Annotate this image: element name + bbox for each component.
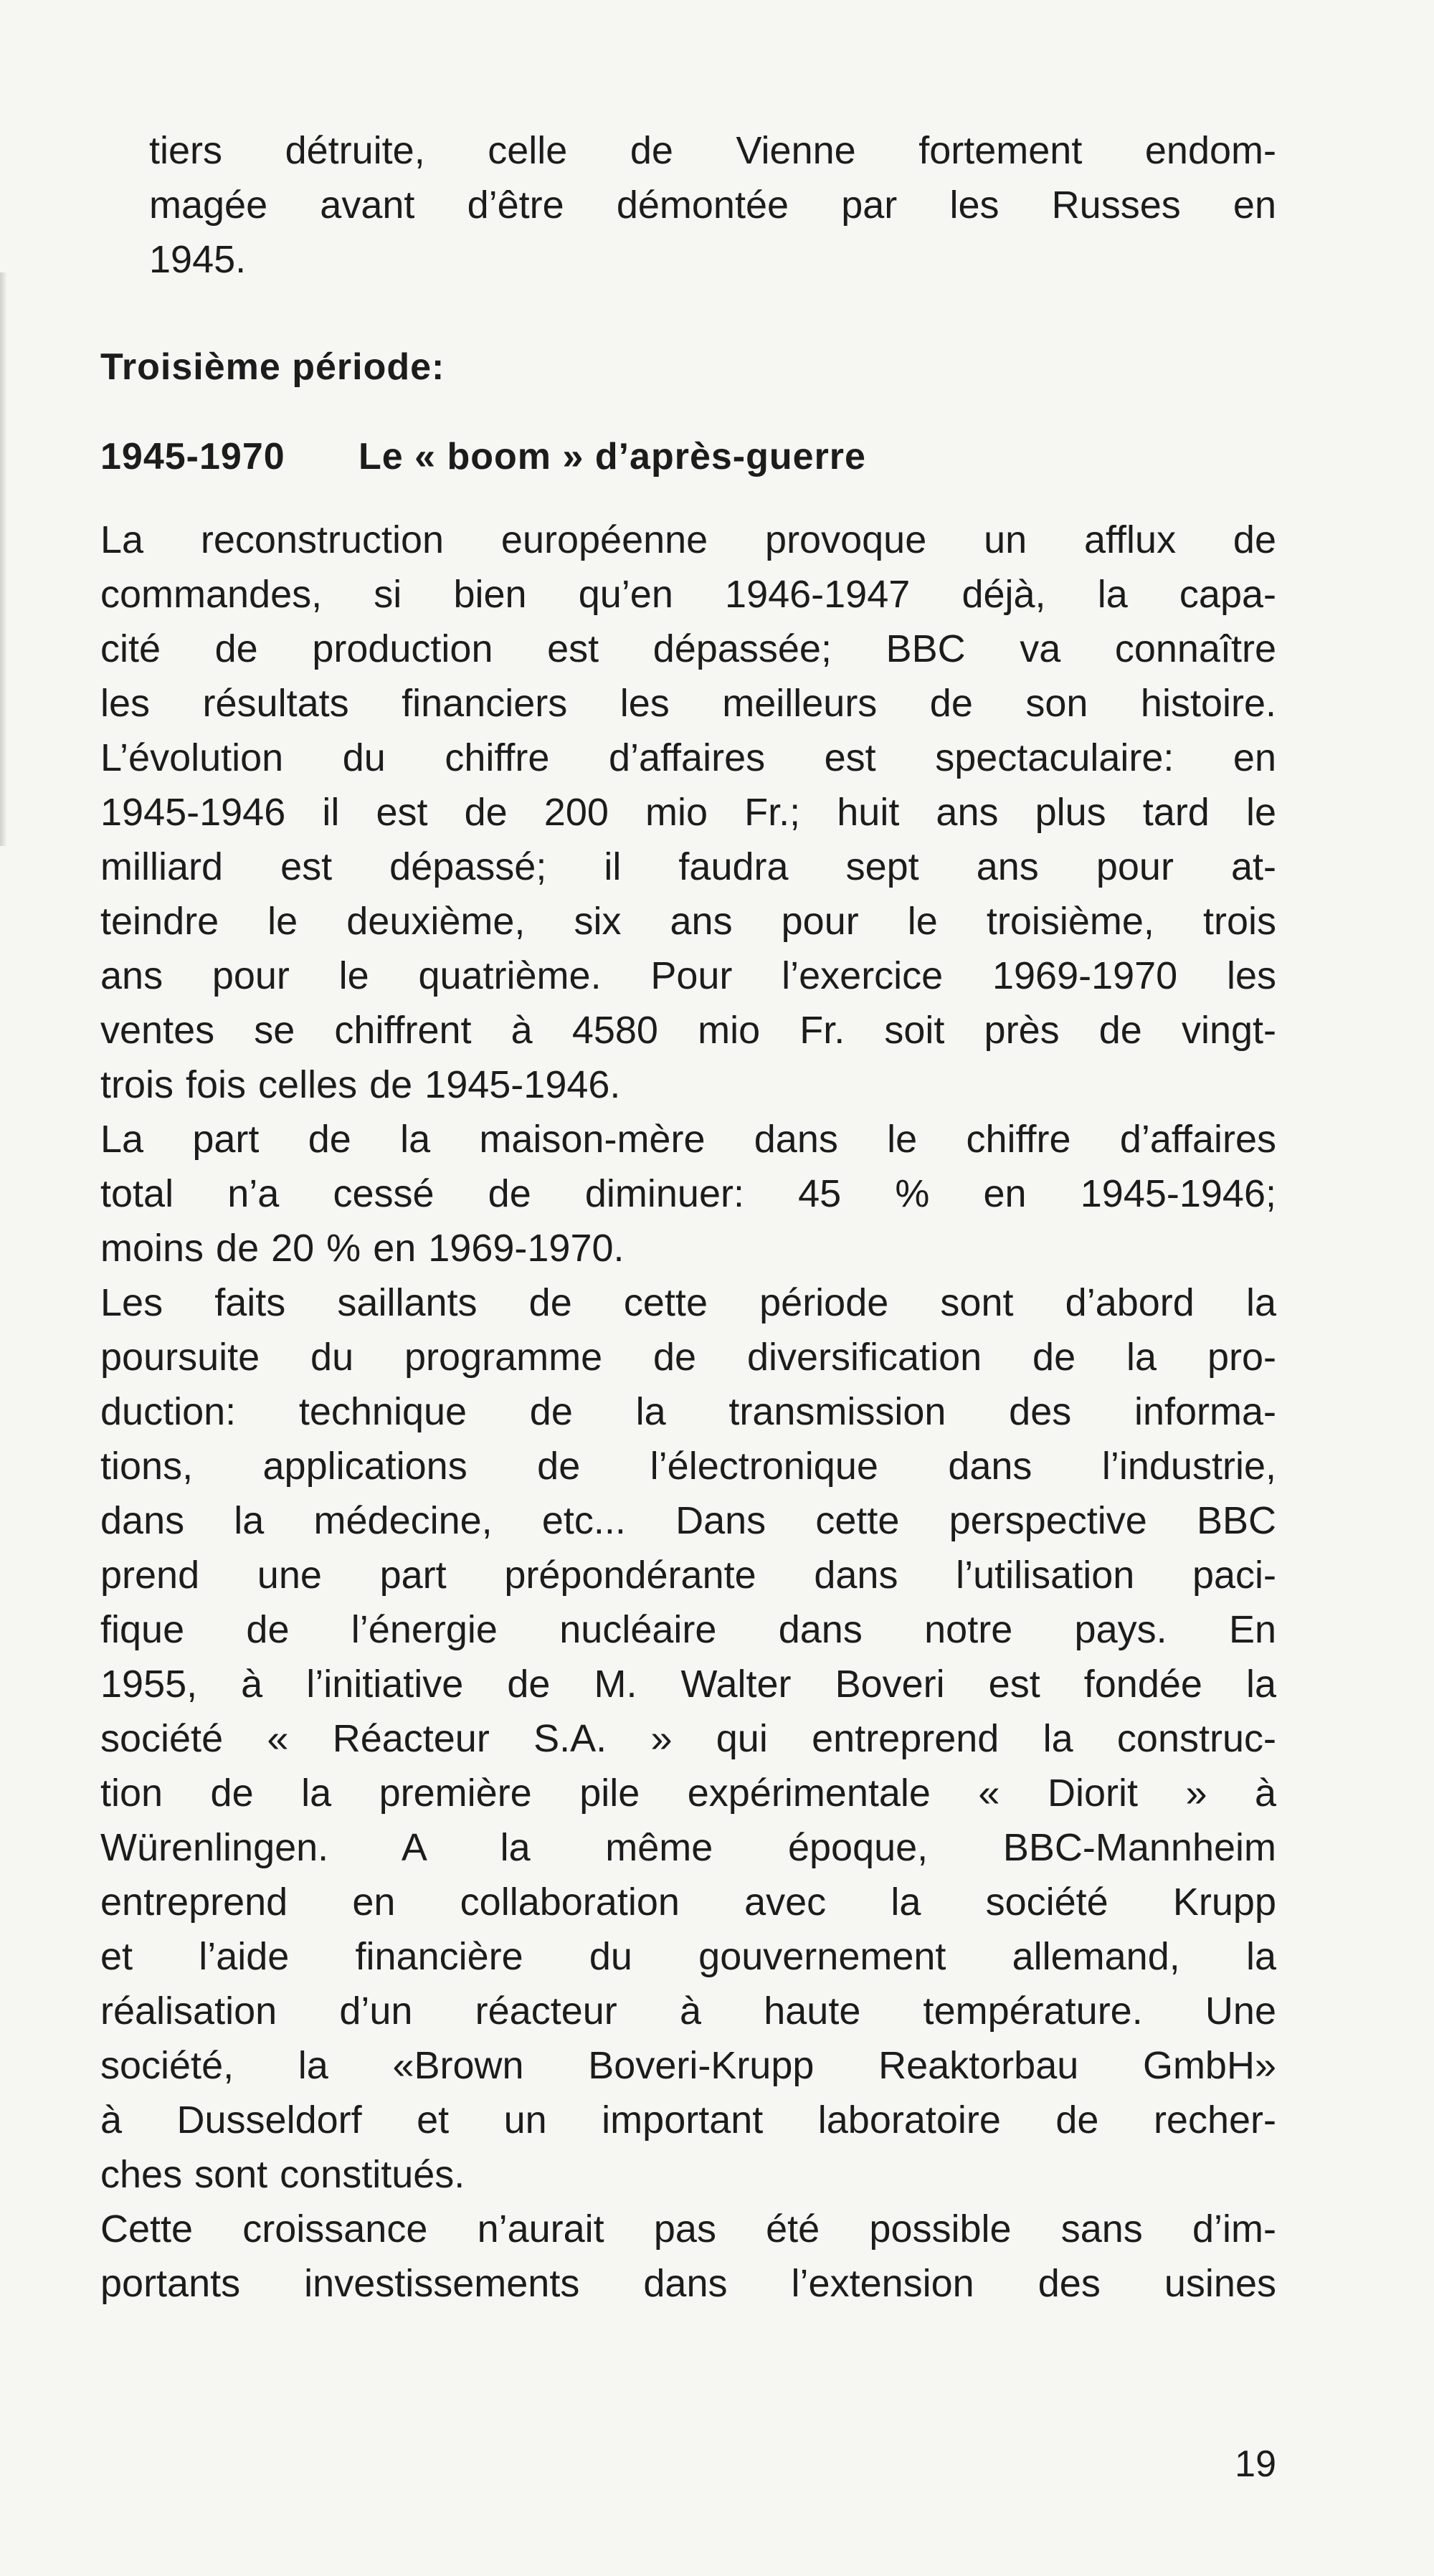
- text-line: ches sont constitués.: [100, 2153, 465, 2196]
- text-line: La reconstruction européenne provoque un afflux de: [100, 518, 1276, 561]
- section-heading-title: Le « boom » d’après-guerre: [358, 436, 866, 477]
- text-line: dans la médecine, etc... Dans cette perspective BBC: [100, 1499, 1276, 1542]
- section-heading-date: 1945-1970: [100, 436, 285, 477]
- text-line: et l’aide financière du gouvernement allemand, la: [100, 1935, 1276, 1978]
- page-edge-shadow: [0, 272, 7, 846]
- text-line: portants investissements dans l’extension des usines: [100, 2262, 1276, 2305]
- text-line: tion de la première pile expérimentale « Diorit » à: [100, 1772, 1276, 1815]
- section-heading: [100, 434, 866, 480]
- paragraph-4: [100, 2202, 1276, 2311]
- text-line: duction: technique de la transmission des informa-: [100, 1390, 1276, 1433]
- text-line: tiers détruite, celle de Vienne fortement endom-: [149, 129, 1276, 172]
- continuation-paragraph: [149, 123, 1276, 287]
- text-line: ans pour le quatrième. Pour l’exercice 1969-1970 les: [100, 954, 1276, 997]
- text-line: fique de l’énergie nucléaire dans notre pays. En: [100, 1608, 1276, 1651]
- page-number: 19: [1235, 2443, 1276, 2485]
- text-line: Les faits saillants de cette période sont d’abord la: [100, 1281, 1276, 1324]
- text-line: société « Réacteur S.A. » qui entreprend la construc-: [100, 1717, 1276, 1760]
- text-line: milliard est dépassé; il faudra sept ans pour at-: [100, 845, 1276, 888]
- text-line: commandes, si bien qu’en 1946-1947 déjà, la capa-: [100, 573, 1276, 616]
- paragraph-3: [100, 1275, 1276, 2202]
- text-line: tions, applications de l’électronique dans l’industrie,: [100, 1445, 1276, 1488]
- text-line: 1955, à l’initiative de M. Walter Boveri est fondée la: [100, 1663, 1276, 1706]
- text-line: prend une part prépondérante dans l’utilisation paci-: [100, 1554, 1276, 1597]
- period-heading: Troisième période:: [100, 346, 445, 388]
- text-line: teindre le deuxième, six ans pour le troisième, trois: [100, 900, 1276, 943]
- text-line: Würenlingen. A la même époque, BBC-Mannheim: [100, 1826, 1276, 1869]
- text-line: société, la «Brown Boveri-Krupp Reaktorbau GmbH»: [100, 2044, 1276, 2087]
- text-line: Cette croissance n’aurait pas été possible sans d’im-: [100, 2207, 1276, 2251]
- text-line: à Dusseldorf et un important laboratoire de recher-: [100, 2099, 1276, 2142]
- text-line: poursuite du programme de diversification de la pro-: [100, 1336, 1276, 1379]
- text-line: total n’a cessé de diminuer: 45 % en 1945-1946;: [100, 1172, 1276, 1215]
- text-line: trois fois celles de 1945-1946.: [100, 1063, 621, 1106]
- text-line: L’évolution du chiffre d’affaires est spectaculaire: en: [100, 736, 1276, 779]
- text-line: cité de production est dépassée; BBC va connaître: [100, 627, 1276, 670]
- paragraph-2: [100, 1112, 1276, 1275]
- text-line: réalisation d’un réacteur à haute température. Une: [100, 1990, 1276, 2033]
- text-line: 1945.: [149, 238, 247, 281]
- text-line: 1945-1946 il est de 200 mio Fr.; huit ans plus tard le: [100, 791, 1276, 834]
- text-line: magée avant d’être démontée par les Russes en: [149, 184, 1276, 227]
- text-line: ventes se chiffrent à 4580 mio Fr. soit près de vingt-: [100, 1009, 1276, 1052]
- text-line: entreprend en collaboration avec la société Krupp: [100, 1881, 1276, 1924]
- paragraph-1: [100, 513, 1276, 1112]
- text-line: La part de la maison-mère dans le chiffre d’affaires: [100, 1118, 1276, 1161]
- text-line: moins de 20 % en 1969-1970.: [100, 1227, 625, 1270]
- text-line: les résultats financiers les meilleurs de son histoire.: [100, 682, 1276, 725]
